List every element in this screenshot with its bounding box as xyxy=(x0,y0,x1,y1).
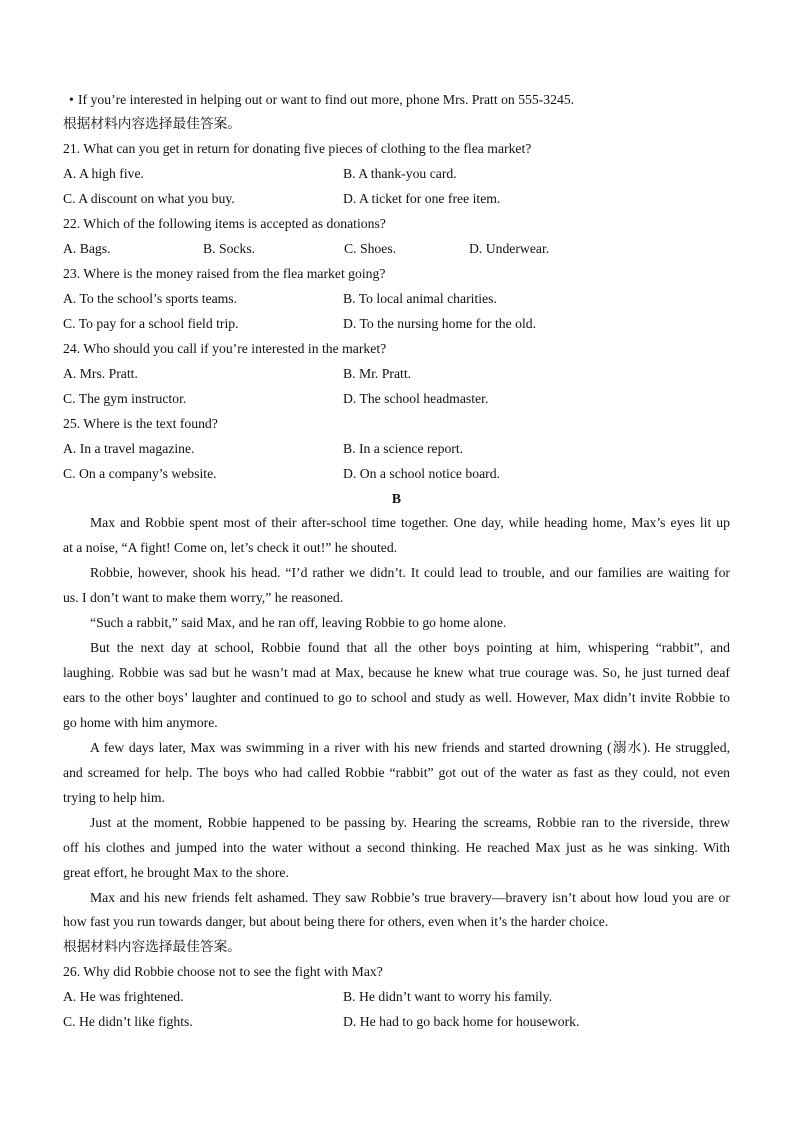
option-b: B. In a science report. xyxy=(343,440,464,456)
option-d: D. He had to go back home for housework. xyxy=(343,1014,580,1030)
passage-paragraph-5 xyxy=(63,736,730,811)
question-25-options-row xyxy=(63,462,730,487)
section-b-heading: B xyxy=(391,490,402,506)
passage-line: us. I don’t want to make them worry,” he reasoned. xyxy=(63,590,344,606)
question-24-options-row xyxy=(63,362,730,387)
question-21-options-row xyxy=(63,187,730,212)
passage-line: off his clothes and jumped into the water without a second thinking. He reached Max just as he was sinking. With xyxy=(63,839,730,855)
passage-line: great effort, he brought Max to the shore. xyxy=(63,864,289,880)
passage-line: laughing. Robbie was sad but he wasn’t mad at Max, because he knew what true courage was. So, he just turned deaf xyxy=(63,665,730,681)
question-23-options-row xyxy=(63,287,730,312)
bullet-point: • xyxy=(69,91,74,107)
passage-paragraph-4 xyxy=(63,636,730,736)
section-a-instruction: 根据材料内容选择最佳答案。 xyxy=(63,116,241,132)
question-24-stem: 24. Who should you call if you’re interested in the market? xyxy=(63,340,387,356)
question-26-options-row xyxy=(63,985,730,1010)
option-d: D. Underwear. xyxy=(469,241,550,257)
passage-paragraph-6 xyxy=(63,811,730,886)
passage-line: ears to the other boys’ laughter and continued to go to school and study as well. However, Max didn’t invite Robbie to xyxy=(63,690,730,705)
passage-paragraph-1 xyxy=(63,511,730,561)
passage-line: A few days later, Max was swimming in a river with his new friends and started drowning (溺水). He struggled, xyxy=(90,739,730,755)
option-a: A. Bags. xyxy=(63,241,111,257)
question-24-options-row xyxy=(63,387,730,412)
passage-line: trying to help him. xyxy=(63,789,165,805)
question-21-options-row xyxy=(63,162,730,187)
passage-line: Just at the moment, Robbie happened to be passing by. Hearing the screams, Robbie ran to the riverside, threw xyxy=(90,814,730,830)
passage-line: go home with him anymore. xyxy=(63,714,218,730)
option-b: B. He didn’t want to worry his family. xyxy=(343,989,553,1005)
question-25-options-row xyxy=(63,437,730,462)
option-d: D. A ticket for one free item. xyxy=(343,191,501,207)
option-b: B. A thank-you card. xyxy=(343,166,457,182)
question-21-stem: 21. What can you get in return for donating five pieces of clothing to the flea market? xyxy=(63,141,532,157)
option-c: C. The gym instructor. xyxy=(63,390,187,406)
passage-line: Robbie, however, shook his head. “I’d rather we didn’t. It could lead to trouble, and our families are waiting for xyxy=(90,565,730,581)
question-25-stem: 25. Where is the text found? xyxy=(63,415,218,431)
option-c: C. A discount on what you buy. xyxy=(63,191,235,207)
passage-line: at a noise, “A fight! Come on, let’s check it out!” he shouted. xyxy=(63,540,398,556)
passage-line: “Such a rabbit,” said Max, and he ran off, leaving Robbie to go home alone. xyxy=(90,615,507,631)
option-b: B. Socks. xyxy=(203,241,256,257)
passage-line: how fast you run towards danger, but about being there for others, even when it’s the harder choice. xyxy=(63,914,609,930)
option-a: A. A high five. xyxy=(63,166,144,182)
option-c: C. Shoes. xyxy=(344,241,397,257)
option-c: C. To pay for a school field trip. xyxy=(63,315,239,331)
passage-paragraph-2 xyxy=(63,561,730,611)
option-d: D. To the nursing home for the old. xyxy=(343,315,537,331)
passage-line: and screamed for help. The boys who had called Robbie “rabbit” got out of the water as fast as they could, not even xyxy=(63,764,730,780)
option-a: A. In a travel magazine. xyxy=(63,440,195,456)
passage-paragraph-3 xyxy=(63,611,730,636)
option-c: C. He didn’t like fights. xyxy=(63,1014,193,1030)
question-22-stem: 22. Which of the following items is accepted as donations? xyxy=(63,216,386,232)
option-c: C. On a company’s website. xyxy=(63,465,217,481)
option-a: A. To the school’s sports teams. xyxy=(63,291,238,306)
passage-line: Max and his new friends felt ashamed. They saw Robbie’s true bravery—bravery isn’t about how loud you are or xyxy=(90,889,730,905)
option-a: A. He was frightened. xyxy=(63,989,184,1005)
passage-paragraph-7 xyxy=(63,886,730,936)
question-23-options-row xyxy=(63,312,730,337)
option-b: B. Mr. Pratt. xyxy=(343,365,412,381)
question-26-stem: 26. Why did Robbie choose not to see the fight with Max? xyxy=(63,964,383,980)
exam-page xyxy=(63,88,730,1036)
question-22-options-row xyxy=(63,237,730,262)
notice-line xyxy=(63,88,730,113)
option-a: A. Mrs. Pratt. xyxy=(63,365,138,381)
passage-line: Max and Robbie spent most of their after-school time together. One day, while heading home, Max’s eyes lit up xyxy=(90,515,730,531)
question-23-stem: 23. Where is the money raised from the flea market going? xyxy=(63,266,386,282)
option-d: D. On a school notice board. xyxy=(343,465,500,481)
option-b: B. To local animal charities. xyxy=(343,291,497,306)
question-26-options-row xyxy=(63,1010,730,1035)
passage-line: But the next day at school, Robbie found that all the other boys pointing at him, whispering “rabbit”, and xyxy=(90,640,730,656)
notice-text: If you’re interested in helping out or want to find out more, phone Mrs. Pratt on 555-3245. xyxy=(78,91,575,107)
section-b-instruction: 根据材料内容选择最佳答案。 xyxy=(63,939,241,955)
option-d: D. The school headmaster. xyxy=(343,390,489,406)
